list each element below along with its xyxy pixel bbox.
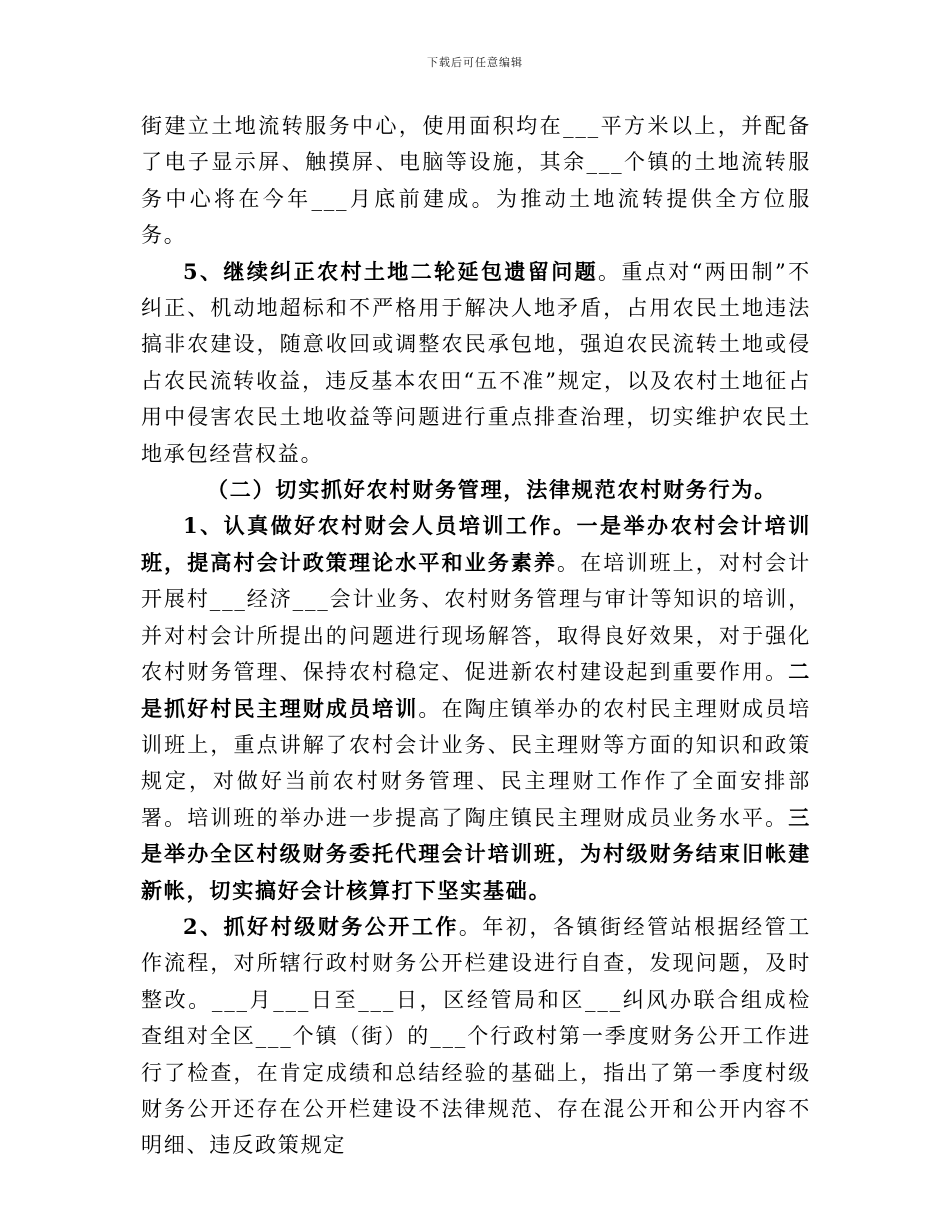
text-run: 。在培训班上，对村会计开展村___经济___会计业务、农村财务管理与审计等知识的培训，并对村会计所提出的问题进行现场解答，取得良好效果，对于强化农村财务管理、保持农村稳定、促进新农村建设起到重要作用。: [141, 550, 811, 685]
text-run: 街建立土地流转服务中心，使用面积均在___平方米以上，并配备了电子显示屏、触摸屏、电脑等设施，其余___个镇的土地流转服务中心将在今年___月底前建成。为推动土地流转提供全方位服务。: [141, 114, 811, 248]
paragraph-continuation: [141, 108, 811, 254]
paragraph-item-2: [141, 909, 811, 1164]
paragraph-item-5: [141, 254, 811, 472]
bold-heading-run: 5、继续纠正农村土地二轮延包遗留问题: [183, 258, 599, 284]
bold-heading-run: 2、抓好村级财务公开工作: [183, 913, 459, 939]
text-run: 。在陶庄镇举办的农村民主理财成员培训班上，重点讲解了农村会计业务、民主理财等方面的知识和政策规定，对做好当前农村财务管理、民主理财工作作了全面安排部署。培训班的举办进一步提高了陶庄镇民主理财成员业务水平。: [141, 696, 811, 830]
paragraph-item-1: [141, 508, 811, 908]
document-body: [141, 108, 811, 1164]
bold-heading-run: 二是抓好村民主理财成员培训: [141, 659, 811, 721]
page-header-note: 下载后可任意编辑: [427, 56, 523, 69]
bold-heading-run: （二）切实抓好农村财务管理，法律规范农村财务行为。: [207, 477, 777, 503]
bold-heading-run: 三是举办全区村级财务委托代理会计培训班，为村级财务结束旧帐建新帐，切实搞好会计核算打下坚实基础。: [141, 804, 811, 903]
section-heading: [141, 472, 811, 508]
text-run: 。年初，各镇街经管站根据经管工作流程，对所辖行政村财务公开栏建设进行自查，发现问题，及时整改。___月___日至___日，区经管局和区___纠风办联合组成检查组对全区___个镇（街）的___个行政村第一季度财务公开工作进行了检查，在肯定成绩和总结经验的基础上，指出了第一季度村级财务公开还存在公开栏建设不法律规范、存在混公开和公开内容不明细、违反政策规定: [141, 914, 812, 1158]
text-run: 。重点对“两田制”不纠正、机动地超标和不严格用于解决人地矛盾，占用农民土地违法搞非农建设，随意收回或调整农民承包地，强迫农民流转土地或侵占农民流转收益，违反基本农田“五不准”规定，以及农村土地征占用中侵害农民土地收益等问题进行重点排查治理，切实维护农民土地承包经营权益。: [141, 259, 811, 466]
bold-heading-run: 1、认真做好农村财会人员培训工作。一是举办农村会计培训班，提高村会计政策理论水平和业务素养: [141, 513, 811, 575]
